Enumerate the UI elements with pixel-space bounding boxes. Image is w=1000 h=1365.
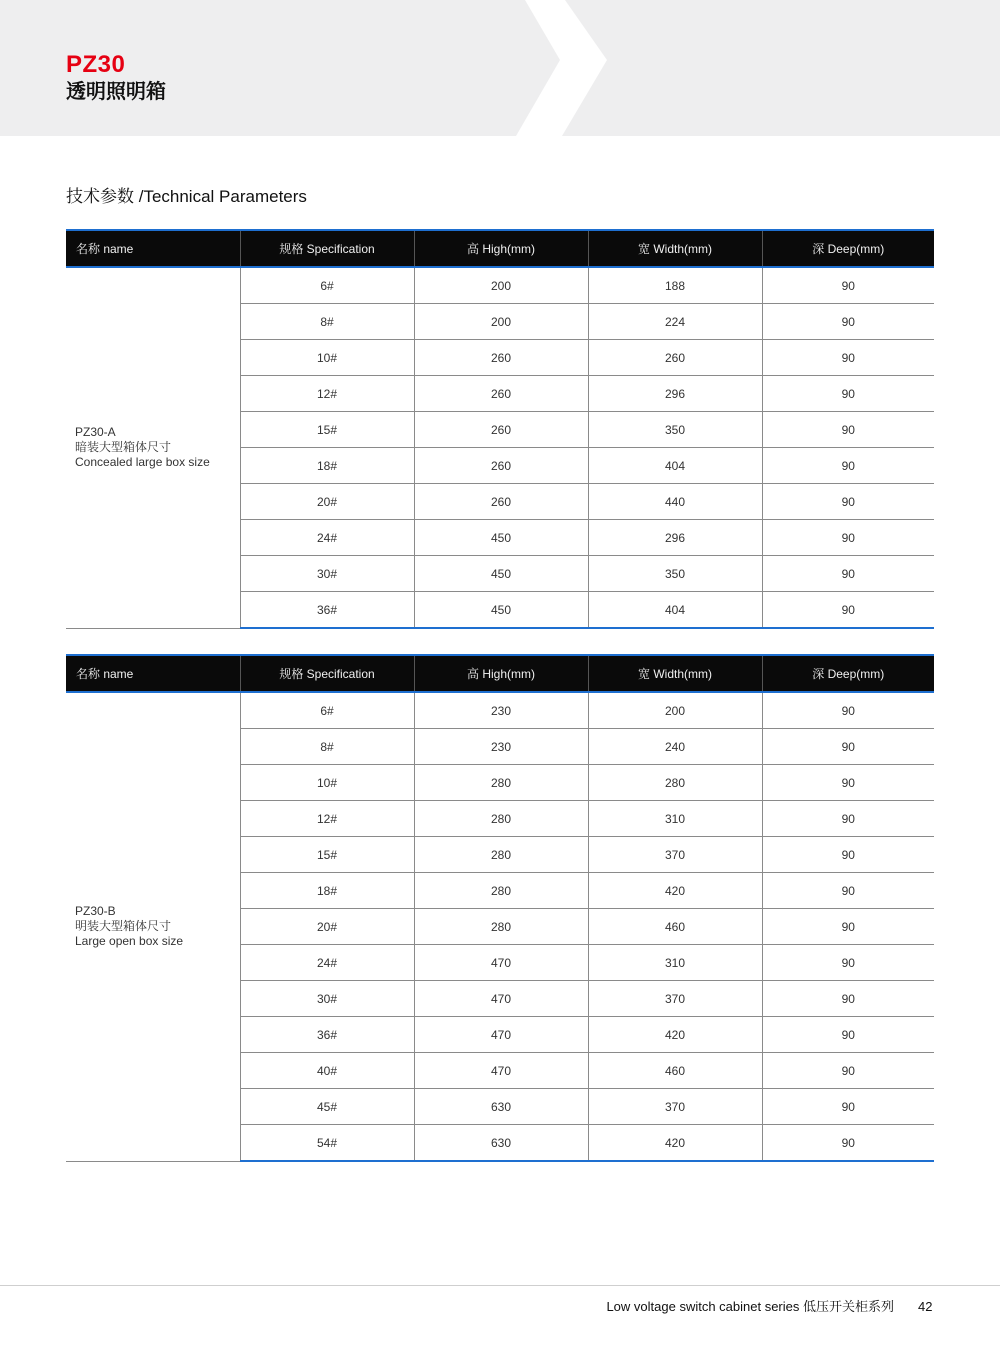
high-cell: 450: [414, 556, 588, 592]
table-row: [66, 267, 934, 304]
deep-cell: 90: [762, 412, 934, 448]
width-cell: 260: [588, 340, 762, 376]
deep-cell: 90: [762, 1089, 934, 1125]
spec-table-pz30-a: [66, 229, 934, 629]
spec-cell: 15#: [240, 412, 414, 448]
table-row: [66, 692, 934, 729]
spec-cell: 10#: [240, 340, 414, 376]
high-cell: 260: [414, 340, 588, 376]
high-cell: 280: [414, 837, 588, 873]
col-header-deep: 深 Deep(mm): [762, 655, 934, 692]
width-cell: 404: [588, 448, 762, 484]
page-number: 42: [918, 1299, 933, 1314]
width-cell: 240: [588, 729, 762, 765]
deep-cell: 90: [762, 1125, 934, 1162]
width-cell: 224: [588, 304, 762, 340]
spec-cell: 36#: [240, 592, 414, 629]
high-cell: 260: [414, 412, 588, 448]
width-cell: 420: [588, 1125, 762, 1162]
header-band: [0, 0, 1000, 136]
col-header-high: 高 High(mm): [414, 230, 588, 267]
product-name-cell: [66, 267, 240, 628]
table-body: [66, 267, 934, 628]
product-name-line: Large open box size: [75, 934, 184, 949]
high-cell: 260: [414, 484, 588, 520]
col-header-specification: 规格 Specification: [240, 230, 414, 267]
product-name-line: PZ30-A: [75, 425, 116, 440]
col-header-specification: 规格 Specification: [240, 655, 414, 692]
spec-cell: 36#: [240, 1017, 414, 1053]
width-cell: 188: [588, 267, 762, 304]
spec-cell: 8#: [240, 729, 414, 765]
spec-cell: 6#: [240, 267, 414, 304]
width-cell: 460: [588, 1053, 762, 1089]
col-header-width: 宽 Width(mm): [588, 230, 762, 267]
spec-cell: 20#: [240, 484, 414, 520]
deep-cell: 90: [762, 520, 934, 556]
width-cell: 200: [588, 692, 762, 729]
spec-cell: 12#: [240, 376, 414, 412]
deep-cell: 90: [762, 376, 934, 412]
high-cell: 450: [414, 520, 588, 556]
spec-table-pz30-b: [66, 654, 934, 1162]
spec-cell: 30#: [240, 556, 414, 592]
table-header-row: [66, 230, 934, 267]
spec-cell: 12#: [240, 801, 414, 837]
deep-cell: 90: [762, 1053, 934, 1089]
high-cell: 200: [414, 304, 588, 340]
width-cell: 370: [588, 1089, 762, 1125]
deep-cell: 90: [762, 909, 934, 945]
deep-cell: 90: [762, 1017, 934, 1053]
high-cell: 470: [414, 981, 588, 1017]
width-cell: 460: [588, 909, 762, 945]
high-cell: 200: [414, 267, 588, 304]
col-header-width: 宽 Width(mm): [588, 655, 762, 692]
product-name-line: PZ30-B: [75, 904, 116, 919]
high-cell: 630: [414, 1125, 588, 1162]
deep-cell: 90: [762, 556, 934, 592]
spec-cell: 54#: [240, 1125, 414, 1162]
high-cell: 280: [414, 765, 588, 801]
deep-cell: 90: [762, 692, 934, 729]
spec-cell: 18#: [240, 448, 414, 484]
product-name-line: 暗装大型箱体尺寸: [75, 440, 172, 455]
product-name-cell: [66, 692, 240, 1161]
product-name: 透明照明箱: [66, 81, 166, 103]
width-cell: 296: [588, 520, 762, 556]
high-cell: 450: [414, 592, 588, 629]
width-cell: 296: [588, 376, 762, 412]
deep-cell: 90: [762, 873, 934, 909]
width-cell: 310: [588, 801, 762, 837]
high-cell: 280: [414, 873, 588, 909]
spec-cell: 6#: [240, 692, 414, 729]
deep-cell: 90: [762, 945, 934, 981]
width-cell: 350: [588, 412, 762, 448]
table-header-row: [66, 655, 934, 692]
width-cell: 350: [588, 556, 762, 592]
product-name-line: Concealed large box size: [75, 455, 210, 470]
section-title: 技术参数 /Technical Parameters: [66, 187, 307, 206]
spec-cell: 15#: [240, 837, 414, 873]
deep-cell: 90: [762, 801, 934, 837]
width-cell: 420: [588, 1017, 762, 1053]
spec-cell: 24#: [240, 945, 414, 981]
width-cell: 310: [588, 945, 762, 981]
width-cell: 280: [588, 765, 762, 801]
high-cell: 230: [414, 729, 588, 765]
footer-divider: [0, 1285, 1000, 1286]
deep-cell: 90: [762, 729, 934, 765]
chevron-arrow-icon: [0, 0, 1000, 136]
width-cell: 404: [588, 592, 762, 629]
high-cell: 630: [414, 1089, 588, 1125]
footer-series-text: Low voltage switch cabinet series 低压开关柜系列: [606, 1299, 894, 1314]
spec-cell: 45#: [240, 1089, 414, 1125]
deep-cell: 90: [762, 304, 934, 340]
high-cell: 470: [414, 945, 588, 981]
spec-cell: 20#: [240, 909, 414, 945]
deep-cell: 90: [762, 340, 934, 376]
high-cell: 470: [414, 1017, 588, 1053]
product-code: PZ30: [66, 51, 126, 78]
high-cell: 230: [414, 692, 588, 729]
deep-cell: 90: [762, 765, 934, 801]
high-cell: 280: [414, 801, 588, 837]
product-name-line: 明装大型箱体尺寸: [75, 919, 172, 934]
deep-cell: 90: [762, 448, 934, 484]
col-header-deep: 深 Deep(mm): [762, 230, 934, 267]
deep-cell: 90: [762, 592, 934, 629]
deep-cell: 90: [762, 267, 934, 304]
spec-cell: 10#: [240, 765, 414, 801]
high-cell: 260: [414, 448, 588, 484]
width-cell: 370: [588, 981, 762, 1017]
spec-cell: 18#: [240, 873, 414, 909]
deep-cell: 90: [762, 981, 934, 1017]
spec-cell: 30#: [240, 981, 414, 1017]
deep-cell: 90: [762, 837, 934, 873]
table-body: [66, 692, 934, 1161]
high-cell: 260: [414, 376, 588, 412]
width-cell: 440: [588, 484, 762, 520]
spec-cell: 8#: [240, 304, 414, 340]
width-cell: 370: [588, 837, 762, 873]
col-header-high: 高 High(mm): [414, 655, 588, 692]
high-cell: 280: [414, 909, 588, 945]
spec-cell: 24#: [240, 520, 414, 556]
col-header-name: 名称 name: [66, 230, 240, 267]
col-header-name: 名称 name: [66, 655, 240, 692]
width-cell: 420: [588, 873, 762, 909]
high-cell: 470: [414, 1053, 588, 1089]
spec-cell: 40#: [240, 1053, 414, 1089]
deep-cell: 90: [762, 484, 934, 520]
